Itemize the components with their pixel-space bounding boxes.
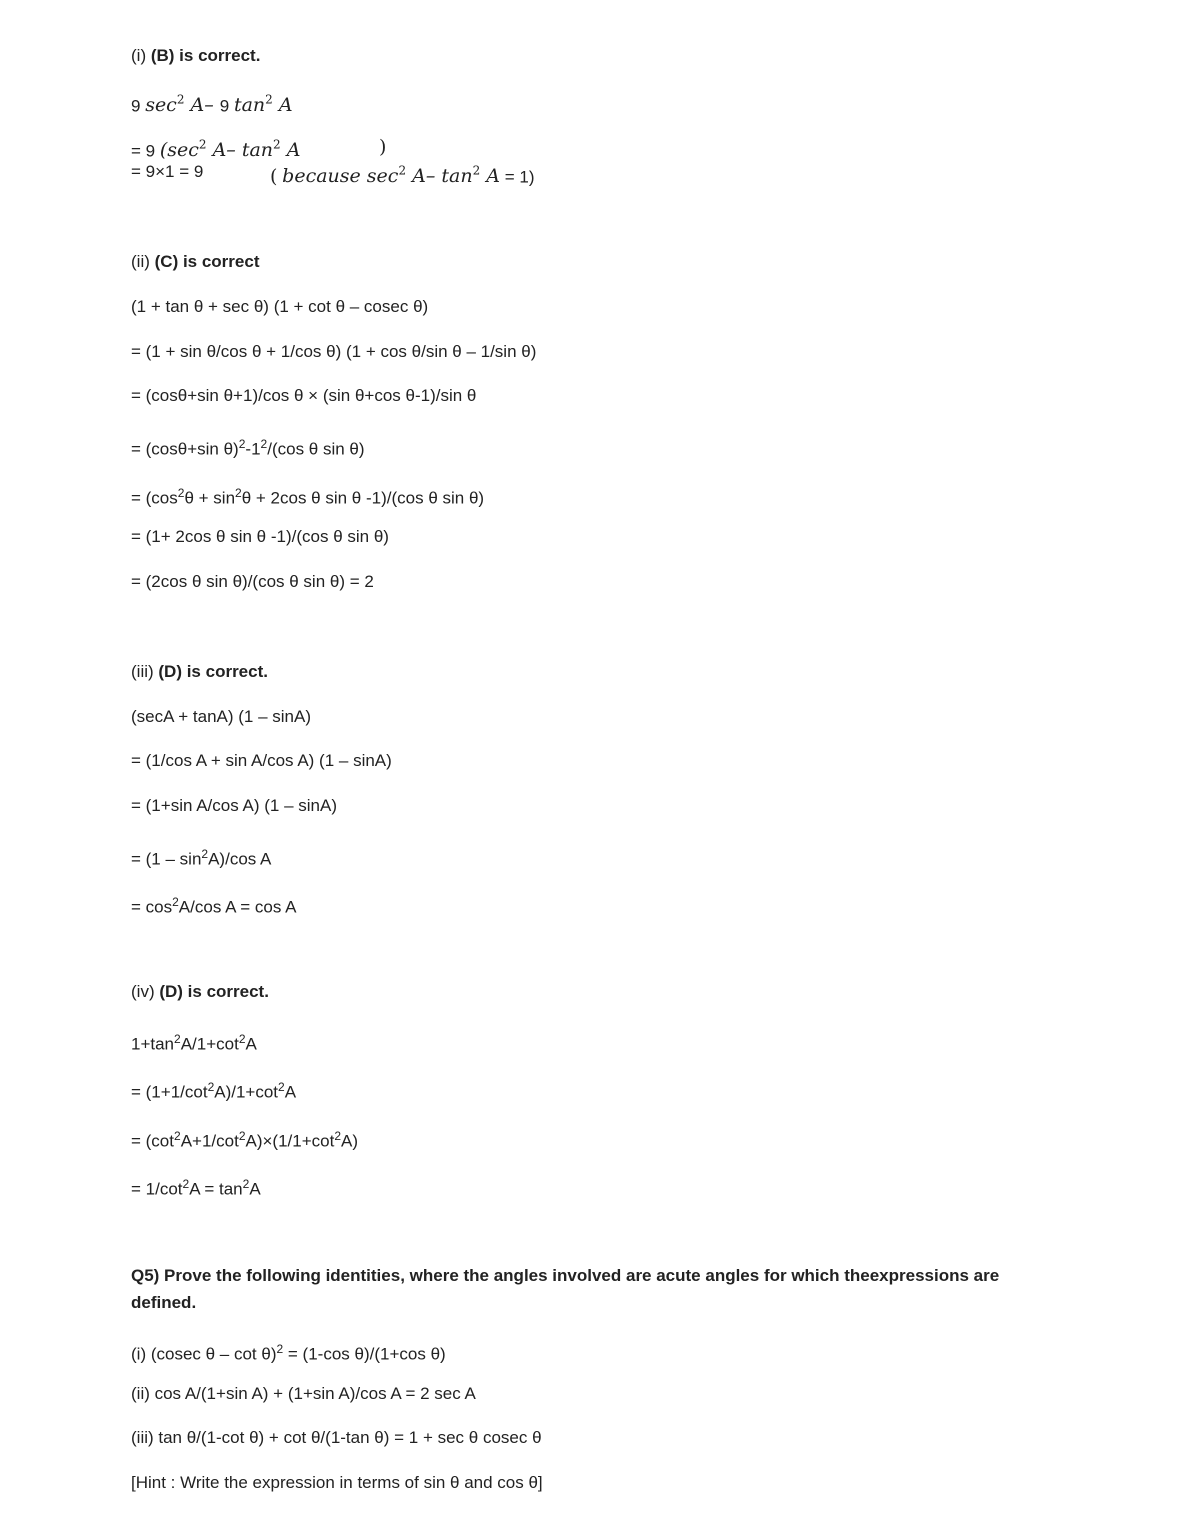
superscript: 2 bbox=[273, 138, 281, 152]
part-i-closing-paren: ) bbox=[379, 136, 387, 158]
superscript: 2 bbox=[182, 1177, 190, 1191]
text: 9 bbox=[131, 96, 146, 116]
part-ii-line-2: = (1 + sin θ/cos θ + 1/cos θ) (1 + cos θ/sin θ – 1/sin θ) bbox=[131, 342, 537, 361]
text: A)×(1/1+cot bbox=[245, 1131, 335, 1151]
part-i-answer: (B) is correct. bbox=[150, 46, 261, 65]
text: = (cot bbox=[131, 1131, 174, 1151]
math-text: sec bbox=[145, 94, 177, 117]
math-text: A– tan bbox=[406, 165, 473, 188]
q5-question: Q5) Prove the following identities, where the angles involved are acute angles for which theexpressions are defined. bbox=[131, 1266, 1000, 1312]
part-iii-number: (iii) bbox=[131, 662, 154, 681]
text: A bbox=[245, 1034, 257, 1054]
superscript: 2 bbox=[334, 1129, 342, 1143]
text: /(cos θ sin θ) bbox=[267, 439, 365, 459]
superscript: 2 bbox=[278, 1080, 285, 1094]
text: = (1-cos θ)/(1+cos θ) bbox=[283, 1344, 446, 1364]
superscript: 2 bbox=[198, 138, 207, 152]
math-text: (sec bbox=[159, 139, 199, 162]
part-i-line-2 bbox=[131, 134, 300, 162]
part-iii-line-4 bbox=[131, 843, 271, 871]
math bbox=[282, 165, 500, 187]
math-text: A– tan bbox=[206, 139, 274, 162]
math-paren: ( bbox=[270, 165, 278, 188]
part-i-number: (i) bbox=[131, 46, 147, 65]
part-iii-line-2: = (1/cos A + sin A/cos A) (1 – sinA) bbox=[131, 751, 392, 770]
part-i-line-1 bbox=[131, 89, 293, 117]
superscript: 2 bbox=[398, 164, 407, 178]
text: A bbox=[284, 1082, 297, 1102]
superscript: 2 bbox=[238, 1129, 246, 1143]
text: = 1) bbox=[500, 167, 535, 187]
superscript: 2 bbox=[174, 1032, 181, 1046]
part-i-line-3 bbox=[131, 161, 203, 183]
part-ii-line-4 bbox=[131, 433, 365, 461]
part-i-heading bbox=[131, 45, 260, 67]
text: = 9×1 = 9 bbox=[131, 162, 204, 181]
text: -1 bbox=[245, 439, 261, 459]
text: (i) (cosec θ – cot θ) bbox=[131, 1344, 277, 1364]
text: A/1+cot bbox=[180, 1034, 239, 1054]
text: A+1/cot bbox=[180, 1131, 239, 1151]
part-iv-heading bbox=[131, 981, 269, 1003]
part-iv-number: (iv) bbox=[131, 982, 155, 1001]
q5-identity-2: (ii) cos A/(1+sin A) + (1+sin A)/cos A = 2 sec A bbox=[131, 1384, 476, 1403]
text: A bbox=[249, 1179, 261, 1199]
superscript: 2 bbox=[242, 1177, 250, 1191]
math-text: A bbox=[272, 94, 293, 117]
part-iv-line-3 bbox=[131, 1125, 358, 1153]
text: 9 bbox=[219, 96, 234, 116]
part-iii-line-5 bbox=[131, 891, 296, 919]
part-iii-answer: (D) is correct. bbox=[158, 662, 268, 681]
q5-identity-1 bbox=[131, 1338, 446, 1366]
text: θ + sin bbox=[184, 488, 236, 508]
part-i-because-note bbox=[270, 160, 535, 188]
part-iii-line-1: (secA + tanA) (1 – sinA) bbox=[131, 707, 311, 726]
q5-hint: [Hint : Write the expression in terms of sin θ and cos θ] bbox=[131, 1473, 543, 1492]
text: A = tan bbox=[189, 1179, 243, 1199]
part-ii-line-1: (1 + tan θ + sec θ) (1 + cot θ – cosec θ) bbox=[131, 297, 429, 316]
superscript: 2 bbox=[238, 437, 246, 451]
superscript: 2 bbox=[276, 1342, 284, 1356]
part-ii-line-5 bbox=[131, 482, 484, 510]
text: 1+tan bbox=[131, 1034, 175, 1054]
math bbox=[160, 139, 301, 161]
text: A) bbox=[341, 1131, 359, 1151]
math-text: because sec bbox=[282, 165, 399, 188]
math-text: tan bbox=[233, 94, 266, 117]
part-ii-number: (ii) bbox=[131, 252, 150, 271]
text: A)/1+cot bbox=[214, 1082, 279, 1102]
math bbox=[145, 94, 220, 116]
text: = 1/cot bbox=[131, 1179, 183, 1199]
superscript: 2 bbox=[235, 486, 242, 500]
superscript: 2 bbox=[260, 437, 268, 451]
math bbox=[234, 94, 293, 116]
superscript: 2 bbox=[177, 486, 185, 500]
superscript: 2 bbox=[201, 847, 209, 861]
part-iv-line-4 bbox=[131, 1173, 261, 1201]
text: = (cosθ+sin θ) bbox=[131, 439, 239, 459]
part-ii-line-3: = (cosθ+sin θ+1)/cos θ × (sin θ+cos θ-1)/sin θ bbox=[131, 386, 477, 405]
part-ii-answer: (C) is correct bbox=[154, 252, 260, 271]
superscript: 2 bbox=[176, 93, 185, 107]
superscript: 2 bbox=[172, 895, 179, 909]
superscript: 2 bbox=[238, 1032, 246, 1046]
text: = 9 bbox=[131, 141, 160, 161]
superscript: 2 bbox=[472, 164, 481, 178]
superscript: 2 bbox=[174, 1129, 181, 1143]
part-iv-answer: (D) is correct. bbox=[159, 982, 269, 1001]
text: = cos bbox=[131, 897, 173, 917]
text: = (1 – sin bbox=[131, 849, 202, 869]
text: A/cos A = cos A bbox=[178, 897, 297, 917]
math-text: A bbox=[280, 139, 301, 162]
math-text: A bbox=[480, 165, 500, 188]
part-iii-heading bbox=[131, 661, 268, 683]
text: = (1+1/cot bbox=[131, 1082, 208, 1102]
part-iv-line-1 bbox=[131, 1028, 257, 1056]
text: A)/cos A bbox=[208, 849, 272, 869]
part-ii-heading bbox=[131, 251, 260, 273]
text: = (cos bbox=[131, 488, 178, 508]
superscript: 2 bbox=[207, 1080, 215, 1094]
math-text: A– bbox=[184, 94, 220, 117]
part-ii-line-7: = (2cos θ sin θ)/(cos θ sin θ) = 2 bbox=[131, 572, 374, 591]
text: θ + 2cos θ sin θ -1)/(cos θ sin θ) bbox=[241, 488, 485, 508]
superscript: 2 bbox=[265, 93, 273, 107]
q5-identity-3: (iii) tan θ/(1-cot θ) + cot θ/(1-tan θ) = 1 + sec θ cosec θ bbox=[131, 1428, 542, 1447]
part-ii-line-6: = (1+ 2cos θ sin θ -1)/(cos θ sin θ) bbox=[131, 527, 389, 546]
part-iv-line-2 bbox=[131, 1076, 296, 1104]
part-iii-line-3: = (1+sin A/cos A) (1 – sinA) bbox=[131, 796, 337, 815]
